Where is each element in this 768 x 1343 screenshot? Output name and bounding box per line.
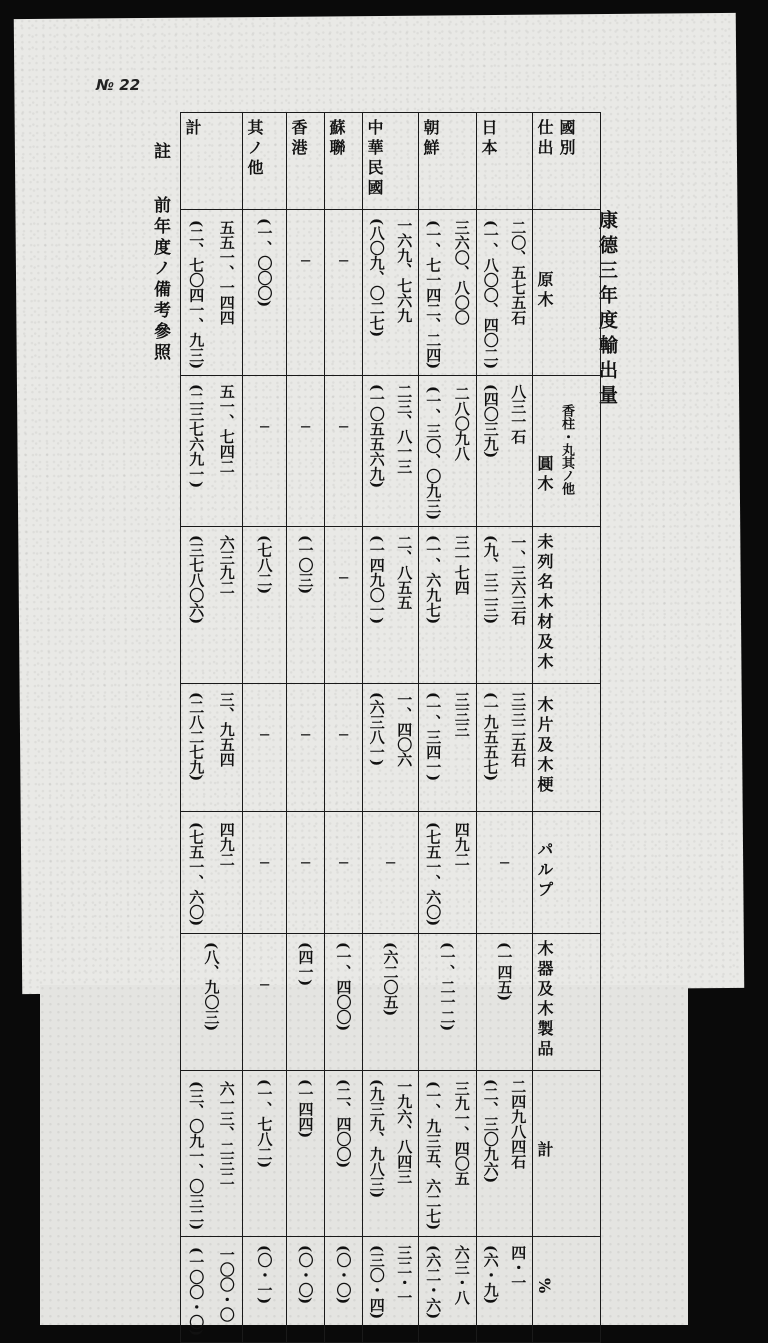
table-cell	[419, 527, 477, 684]
table-cell	[419, 684, 477, 812]
table-cell	[181, 527, 243, 684]
table-cell	[419, 1236, 477, 1342]
product-row	[181, 210, 601, 376]
cell-value: ─	[338, 252, 349, 270]
table-cell	[477, 210, 533, 376]
cell-value: ─	[259, 418, 270, 437]
cell-value: 二四九八四石	[509, 1078, 528, 1169]
table-cell	[363, 376, 419, 527]
cell-value: 一、三六三石	[509, 535, 528, 626]
cell-value: ─	[300, 854, 311, 873]
table-cell	[363, 527, 419, 684]
table-cell	[243, 210, 287, 376]
cell-value: (三〇・四)	[367, 1244, 386, 1320]
product-row	[181, 812, 601, 933]
cell-value: (六三八一)	[367, 692, 386, 767]
table-cell	[181, 684, 243, 812]
cell-value: 三三三	[452, 692, 471, 738]
export-table	[180, 112, 601, 1343]
country-label: 中華民國	[363, 113, 419, 210]
table-cell	[419, 933, 477, 1070]
product-row	[181, 1070, 601, 1236]
cell-value: (六二・六)	[424, 1244, 443, 1320]
cell-value: (一〇〇・〇)	[187, 1246, 206, 1337]
table-cell	[325, 933, 363, 1070]
cell-value: (二八二七九)	[187, 692, 206, 782]
product-row	[181, 933, 601, 1070]
note-label: 註	[150, 142, 170, 165]
table-cell	[477, 812, 533, 933]
column-header: 木器及木製品	[533, 933, 601, 1070]
cell-value: (一四四)	[296, 1078, 315, 1138]
cell-value: (一四九〇一)	[367, 535, 386, 625]
cell-value: 二〇、五七五石	[509, 220, 528, 325]
cell-value: (二、七〇四一、九三)	[187, 220, 206, 370]
cell-value: (一、八〇〇、四〇二)	[481, 220, 500, 370]
table-cell	[243, 812, 287, 933]
cell-value: (八、九〇三)	[202, 941, 221, 1031]
table-cell	[287, 210, 325, 376]
table-cell	[287, 1070, 325, 1236]
cell-value: (一、七八二)	[255, 1078, 274, 1168]
cell-value: 四九二	[452, 822, 471, 868]
table-cell	[243, 1236, 287, 1342]
cell-value: ─	[259, 726, 270, 745]
page-number: № 22	[96, 76, 141, 94]
cell-value: 四九二	[217, 822, 236, 868]
cell-value: (三七八〇六)	[187, 535, 206, 625]
cell-value: (一、三〇、〇九三)	[424, 386, 443, 521]
table-cell	[287, 376, 325, 527]
cell-value: ─	[338, 726, 349, 745]
cell-value: 三六〇、八〇〇	[452, 220, 471, 325]
column-header: %	[533, 1236, 601, 1342]
cell-value: ─	[338, 569, 349, 588]
table-cell	[363, 933, 419, 1070]
table-cell	[287, 527, 325, 684]
table-cell	[325, 376, 363, 527]
table-cell	[477, 1236, 533, 1342]
cell-value: 二八〇九八	[452, 386, 471, 462]
column-header: パルプ	[533, 812, 601, 933]
note-text: 前年度ノ備考參照	[150, 196, 170, 364]
cell-value: ─	[499, 854, 510, 873]
cell-value: (一、六九七)	[424, 535, 443, 625]
cell-value: 五一、七四二	[217, 384, 236, 475]
cell-value: (七五一、六〇)	[424, 822, 443, 927]
cell-value: 一〇〇・〇	[217, 1246, 236, 1322]
country-label: 其ノ他	[243, 113, 287, 210]
table-cell	[287, 684, 325, 812]
product-row	[181, 1236, 601, 1342]
table-cell	[477, 684, 533, 812]
cell-value: ─	[338, 854, 349, 873]
table-cell	[181, 1236, 243, 1342]
cell-value: 八三一石	[509, 384, 528, 445]
table-cell	[363, 1236, 419, 1342]
table-cell	[325, 210, 363, 376]
table-cell	[181, 933, 243, 1070]
cell-value: 六三九二	[217, 535, 236, 596]
cell-value: (一、二一二)	[438, 941, 457, 1031]
cell-value: 三三二五石	[509, 692, 528, 768]
product-row	[181, 376, 601, 527]
cell-value: (一、九三五、六二七)	[424, 1080, 443, 1230]
table-cell	[181, 210, 243, 376]
cell-value: (九、三二三)	[481, 535, 500, 625]
table-cell	[287, 1236, 325, 1342]
cell-value: 二、八五五	[395, 535, 414, 611]
country-label: 蘇聯	[325, 113, 363, 210]
column-header: 圓木 香柱・丸其ノ他	[533, 376, 601, 527]
table-title: 康德三年度輸出量	[596, 210, 618, 410]
cell-value: 一、四〇六	[395, 692, 414, 768]
table-cell	[181, 1070, 243, 1236]
table-cell	[419, 1070, 477, 1236]
table-cell	[325, 1236, 363, 1342]
column-header: 木片及木梗	[533, 684, 601, 812]
country-header-row	[181, 113, 601, 210]
cell-value: (二三七六九一)	[187, 384, 206, 489]
table-cell	[243, 376, 287, 527]
table-cell	[419, 376, 477, 527]
product-row	[181, 684, 601, 812]
cell-value: ─	[300, 418, 311, 437]
country-label: 香港	[287, 113, 325, 210]
table-cell	[419, 812, 477, 933]
table-cell	[325, 812, 363, 933]
column-header: 計	[533, 1070, 601, 1236]
cell-value: (〇・一)	[255, 1244, 274, 1305]
cell-value: 六一三、二三二	[217, 1080, 236, 1186]
table-cell	[363, 812, 419, 933]
table-cell	[363, 1070, 419, 1236]
cell-value: 三二・一	[395, 1244, 414, 1305]
cell-value: (二、四〇〇)	[334, 1078, 353, 1168]
cell-value: ─	[300, 252, 311, 270]
cell-value: 六三・八	[452, 1244, 471, 1305]
table-cell	[243, 1070, 287, 1236]
table-cell	[287, 812, 325, 933]
column-header: 原木	[533, 210, 601, 376]
cell-value: (〇・〇)	[334, 1244, 353, 1305]
cell-value: 一九六、八四三	[395, 1078, 414, 1184]
table-cell	[477, 1070, 533, 1236]
cell-value: (六二〇五)	[381, 941, 400, 1016]
cell-value: (一〇三)	[296, 535, 315, 595]
cell-value: 三一七四	[452, 535, 471, 596]
cell-value: ─	[259, 975, 270, 994]
cell-value: (一、三四一)	[424, 692, 443, 782]
cell-value: ─	[300, 726, 311, 745]
cell-value: (九三九、九八三)	[367, 1078, 386, 1198]
cell-value: (六・九)	[481, 1244, 500, 1305]
cell-value: (一〇五五六九)	[367, 384, 386, 489]
cell-value: 二三、八一三	[395, 384, 414, 475]
cell-value: (二、三〇九六)	[481, 1078, 500, 1183]
cell-value: (四〇三九)	[481, 384, 500, 459]
cell-value: (一四五)	[495, 941, 514, 1001]
cell-value: 一六九、七六九	[395, 218, 414, 323]
cell-value: 三九一、四〇五	[452, 1080, 471, 1186]
country-label: 計	[181, 113, 243, 210]
table-cell	[243, 933, 287, 1070]
country-label: 朝鮮	[419, 113, 477, 210]
cell-value: 三、九五四	[217, 692, 236, 768]
cell-value: (一、七一四二、二四)	[424, 220, 443, 370]
cell-value: (八〇九、〇二七)	[367, 218, 386, 338]
table-cell	[287, 933, 325, 1070]
cell-value: ─	[259, 854, 270, 873]
table-cell	[243, 684, 287, 812]
cell-value: (一、四〇〇)	[334, 941, 353, 1031]
cell-value: ─	[338, 418, 349, 437]
cell-value: (七八二)	[255, 535, 274, 595]
cell-value: (四一)	[296, 941, 315, 986]
table-cell	[325, 527, 363, 684]
cell-value: (七五一、六〇)	[187, 822, 206, 927]
cell-value: 四・一	[509, 1244, 528, 1290]
cell-value: (一九五五七)	[481, 692, 500, 782]
cell-value: ─	[385, 854, 396, 873]
table-cell	[181, 812, 243, 933]
cell-value: (三、〇九一、〇三二)	[187, 1080, 206, 1230]
table-cell	[477, 527, 533, 684]
table-cell	[363, 684, 419, 812]
table-cell	[243, 527, 287, 684]
table-cell	[363, 210, 419, 376]
table-cell	[477, 933, 533, 1070]
table-cell	[325, 1070, 363, 1236]
table-cell	[419, 210, 477, 376]
cell-value: 五五一、一四四	[217, 220, 236, 325]
cell-value: (一、〇〇〇)	[255, 218, 274, 308]
corner-header: 仕出 國別	[533, 113, 601, 210]
column-header: 未列名木材及木	[533, 527, 601, 684]
table-cell	[477, 376, 533, 527]
table-cell	[325, 684, 363, 812]
country-label: 日本	[477, 113, 533, 210]
cell-value: (〇・〇)	[296, 1244, 315, 1305]
product-row	[181, 527, 601, 684]
table-cell	[181, 376, 243, 527]
